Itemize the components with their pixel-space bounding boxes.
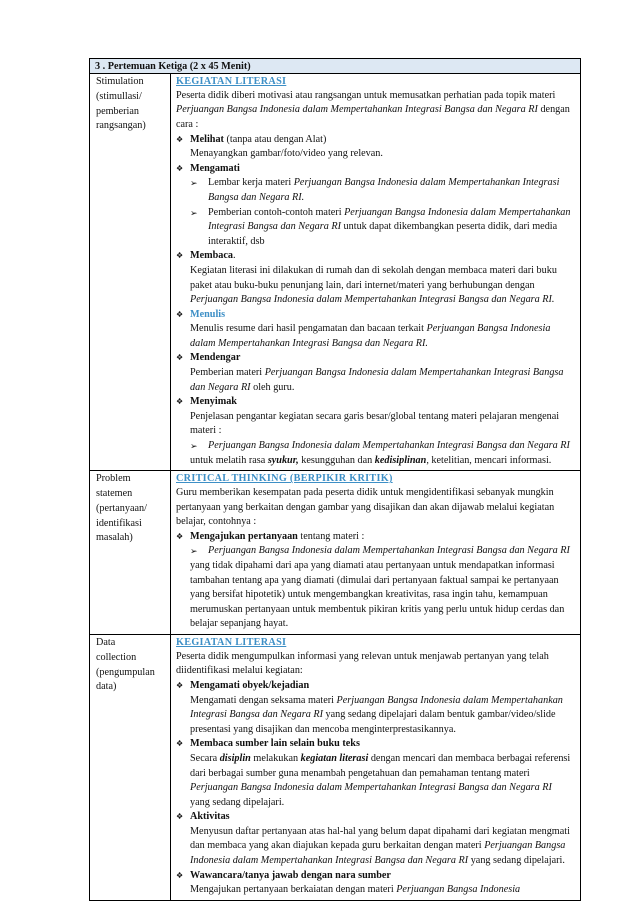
bullet-title [190,810,230,825]
emphasis-text: kedisiplinan [374,454,427,466]
bullet-item [176,162,574,177]
emphasis-text: Perjuangan Bangsa Indonesia dalam Mempertahankan Integrasi Bangsa dan Negara RI [208,440,570,452]
bullet-title-text: Menulis [190,308,226,320]
emphasis-text: Perjuangan Bangsa Indonesia dalam Mempertahankan Integrasi Bangsa dan Negara RI [190,840,566,867]
section-heading: KEGIATAN LITERASI [176,76,287,87]
arrow-bullet-icon: ➢ [190,178,198,189]
bullet-title [190,308,225,323]
bullet-title [190,869,391,884]
sub-bullet [176,544,574,559]
intro-paragraph: Peserta didik diberi motivasi atau rangsangan untuk memusatkan perhatian pada topik materi Perjuangan Bangsa Indonesia dalam Mempertahankan Integrasi Bangsa dan Negara RI dengan cara : [176,89,570,130]
bullet-body: Menyusun daftar pertanyaan atas hal-hal yang belum dapat dipahami dari kegiatan mengmati dan membaca yang akan diajukan kepada guru berkaitan dengan materi Perjuangan Bangsa Indonesia dalam Mempertahankan Integrasi Bangsa dan Negara RI yang sedang dipelajari. [190,825,570,867]
bullet-title [190,737,360,752]
bullet-title-text: Mendengar [190,352,241,364]
bullet-title-text: Mengajukan pertanyaan [190,530,298,542]
bullet-item [176,530,574,545]
emphasis-text: disiplin [219,752,251,764]
bullet-item [176,737,574,752]
sub-bullet [176,439,574,454]
table-row [90,74,580,471]
emphasis-text: Perjuangan Bangsa Indonesia dalam Mempertahankan Integrasi Bangsa dan Negara RI [208,545,570,557]
diamond-bullet-icon: ❖ [176,812,184,822]
arrow-bullet-icon: ➢ [190,546,198,557]
bullet-body: Menayangkan gambar/foto/video yang relevan. [190,148,383,160]
bullet-item [176,869,574,884]
emphasis-text: Perjuangan Bangsa Indonesia dalam Mempertahankan Integrasi Bangsa dan Negara RI [208,206,571,233]
bullet-body: Secara disiplin melakukan kegiatan literasi dengan mencari dan membaca berbagai referensi dari berbagai sumber guna menambah pengetahuan dan pemahaman tentang materi Perjuangan Bangsa Indonesia dalam Mempertahankan Integrasi Bangsa dan Negara RI yang sedang dipelajari. [190,752,571,808]
sub-bullet-text: Lembar kerja materi Perjuangan Bangsa Indonesia dalam Mempertahankan Integrasi Bangsa dan Negara RI. [208,177,560,203]
diamond-bullet-icon: ❖ [176,397,184,407]
arrow-bullet-icon: ➢ [190,207,198,218]
sub-bullet-text [208,439,574,454]
diamond-bullet-icon: ❖ [176,163,184,173]
bullet-title-text: Membaca sumber lain selain buku teks [190,738,360,750]
bullet-body: Mengajukan pertanyaan berkaiatan dengan materi Perjuangan Bangsa Indonesia [190,884,521,896]
diamond-bullet-icon: ❖ [176,680,184,690]
emphasis-text: Perjuangan Bangsa Indonesia dalam Mempertahankan Integrasi Bangsa dan Negara RI. [208,177,560,203]
bullet-title-text: Mengamati obyek/kejadian [190,679,310,691]
sub-bullet [176,176,574,205]
bullet-body: Menulis resume dari hasil pengamatan dan bacaan terkait Perjuangan Bangsa Indonesia dalam Mempertahankan Integrasi Bangsa dan Negara RI. [190,323,551,349]
emphasis-text: Perjuangan Bangsa Indonesia dalam Mempertahankan Integrasi Bangsa dan Negara RI [176,104,538,116]
sub-bullet-text: Pemberian contoh-contoh materi Perjuangan Bangsa Indonesia dalam Mempertahankan Integrasi Bangsa dan Negara RI untuk dapat dikembangkan peserta didik, dari media interaktif, dsb [208,206,571,247]
bullet-title: Mengajukan pertanyaan tentang materi : [190,530,365,542]
emphasis-text: Perjuangan Bangsa Indonesia dalam Mempertahankan Integrasi Bangsa dan Negara RI. [190,323,551,349]
emphasis-text: Perjuangan Bangsa Indonesia dalam Mempertahankan Integrasi Bangsa dan Negara RI. [190,294,555,306]
activity-cell [171,74,580,470]
stage-label: Stimulation (stimullasi/ pemberian rangsangan) [90,74,171,470]
bullet-item [176,133,574,148]
bullet-item [176,679,574,694]
bullet-title [190,351,240,366]
table-body [90,74,580,900]
bullet-title: Melihat (tanpa atau dengan Alat) [190,133,327,145]
stage-label: Problem statemen (pertanyaan/ identifikasi masalah) [90,471,171,634]
intro-paragraph: Guru memberikan kesempatan pada peserta didik untuk mengidentifikasi sebanyak mungkin pertanyaan yang berkaitan dengan gambar yang disajikan dan akan dijawab melalui kegiatan belajar, contohnya : [176,487,555,528]
section-heading: CRITICAL THINKING (BERPIKIR KRITIK) [176,473,393,485]
bullet-title-text: Wawancara/tanya jawab dengan nara sumber [190,869,391,881]
diamond-bullet-icon: ❖ [176,531,184,541]
bullet-title-text: Mengamati [190,162,240,174]
table-row [90,471,580,635]
bullet-body: untuk melatih rasa syukur, kesungguhan dan kedisiplinan, ketelitian, mencari informasi. [190,454,552,466]
diamond-bullet-icon: ❖ [176,870,184,880]
bullet-title [190,162,240,177]
bullet-title [190,395,237,410]
bullet-title-text: Membaca [190,250,233,262]
diamond-bullet-icon: ❖ [176,134,184,144]
bullet-item [176,308,574,323]
stage-label: Data collection (pengumpulan data) [90,635,171,900]
bullet-body: Penjelasan pengantar kegiatan secara garis besar/global tentang materi pelajaran mengenai materi : [190,410,560,437]
bullet-title-text: Menyimak [190,396,237,408]
bullet-item [176,351,574,366]
emphasis-text: Perjuangan Bangsa Indonesia [396,884,521,896]
emphasis-text: kegiatan literasi [300,752,369,764]
bullet-title [190,679,309,694]
bullet-body: Kegiatan literasi ini dilakukan di rumah dan di sekolah dengan membaca materi dari buku paket atau buku-buku penunjang lain, dari internet/materi yang berhubungan dengan Perjuangan Bangsa Indonesia dalam Mempertahankan Integrasi Bangsa dan Negara RI. [190,264,557,306]
diamond-bullet-icon: ❖ [176,309,184,319]
table-header: 3 . Pertemuan Ketiga (2 x 45 Menit) [90,59,580,74]
diamond-bullet-icon: ❖ [176,353,184,363]
emphasis-text: syukur, [267,454,299,466]
bullet-title-text: Melihat [190,133,224,145]
bullet-item [176,249,574,264]
bullet-item [176,395,574,410]
diamond-bullet-icon: ❖ [176,739,184,749]
emphasis-text: Perjuangan Bangsa Indonesia dalam Mempertahankan Integrasi Bangsa dan Negara RI [190,694,563,721]
arrow-bullet-icon: ➢ [190,441,198,452]
emphasis-text: Perjuangan Bangsa Indonesia dalam Mempertahankan Integrasi Bangsa dan Negara RI [190,367,564,393]
sub-bullet [176,206,574,250]
activity-cell [171,471,580,634]
bullet-body: Pemberian materi Perjuangan Bangsa Indonesia dalam Mempertahankan Integrasi Bangsa dan Negara RI oleh guru. [190,367,564,393]
diamond-bullet-icon: ❖ [176,251,184,261]
table-row [90,635,580,900]
bullet-title: Membaca. [190,250,236,262]
activity-cell [171,635,580,900]
sub-bullet-text [208,544,574,559]
intro-paragraph: Peserta didik mengumpulkan informasi yang relevan untuk menjawab pertanyan yang telah diidentifikasi melalui kegiatan: [176,650,549,677]
bullet-body: yang tidak dipahami dari apa yang diamati atau pertanyaan untuk mendapatkan informasi tambahan tentang apa yang diamati (dimulai dari pertanyaan faktual sampai ke pertanyaan yang bersifat hipotetik) untuk mengembangkan kreativitas, rasa ingin tahu, kemampuan merumuskan pertanyaan untuk membentuk pikiran kritis yang perlu untuk hidup cerdas dan belajar sepanjang hayat. [190,560,565,630]
lesson-table [89,58,581,901]
section-heading: KEGIATAN LITERASI [176,636,287,648]
bullet-item [176,810,574,825]
emphasis-text: Perjuangan Bangsa Indonesia dalam Mempertahankan Integrasi Bangsa dan Negara RI [190,782,552,794]
bullet-body: Mengamati dengan seksama materi Perjuangan Bangsa Indonesia dalam Mempertahankan Integrasi Bangsa dan Negara RI yang sedang dipelajari dalam bentuk gambar/video/slide presentasi yang disajikan dan mencoba menginterprestasikannya. [190,694,563,735]
bullet-title-text: Aktivitas [190,811,230,823]
